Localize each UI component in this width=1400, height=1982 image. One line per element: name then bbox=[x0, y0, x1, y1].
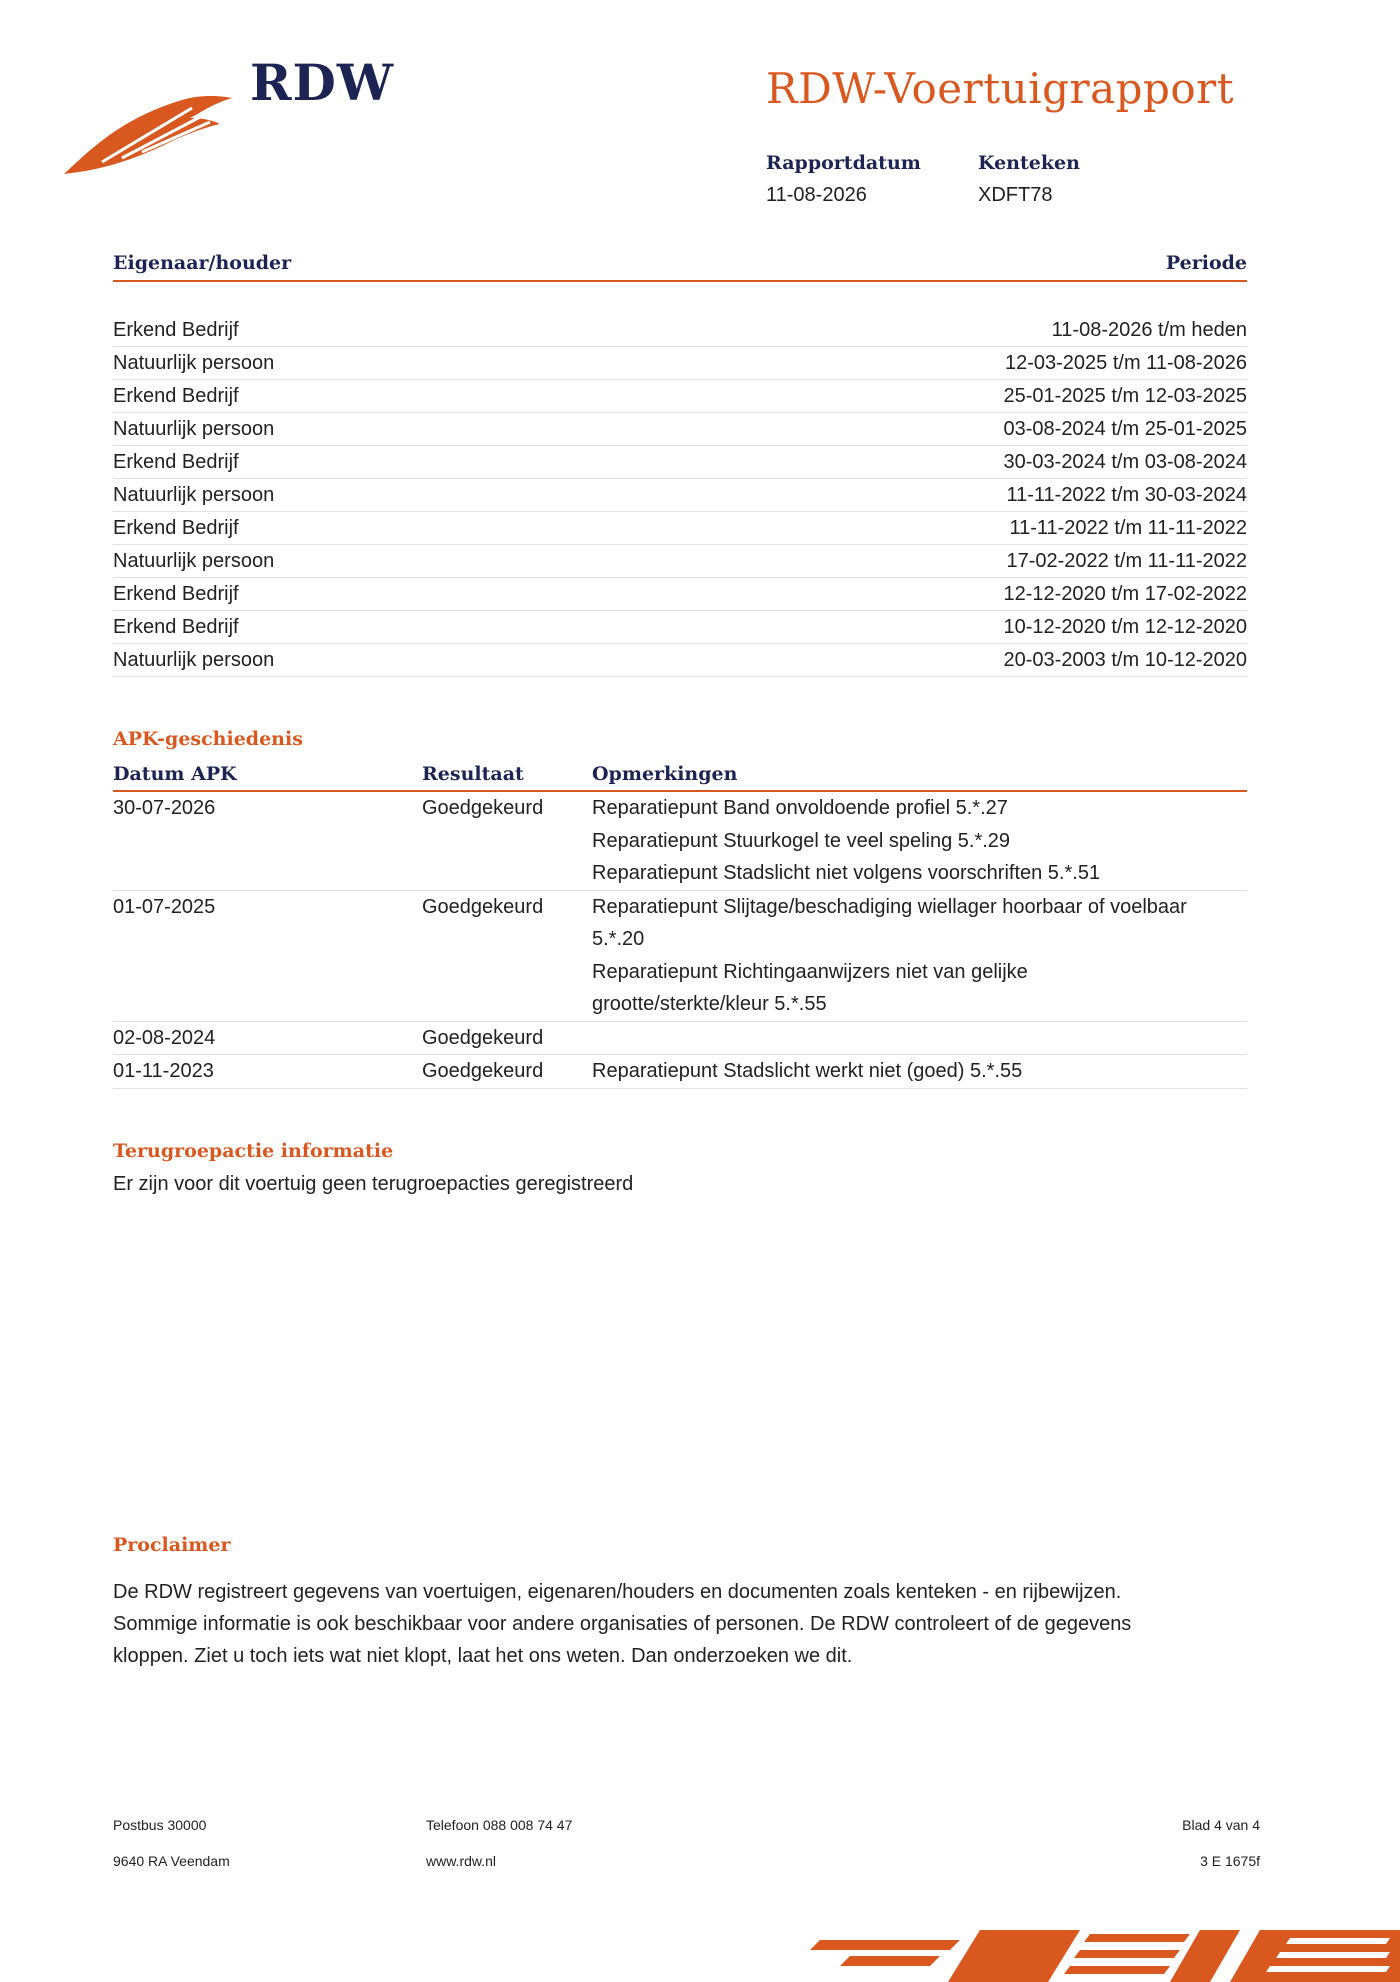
owner-table-row bbox=[113, 644, 1247, 677]
owner-table-row bbox=[113, 578, 1247, 611]
footer-website[interactable]: www.rdw.nl bbox=[426, 1853, 497, 1869]
report-title: RDW-Voertuigrapport bbox=[766, 64, 1235, 113]
owner-table-header bbox=[113, 246, 1247, 282]
proclaimer-line: kloppen. Ziet u toch iets wat niet klopt, laat het ons weten. Dan onderzoeken we dit. bbox=[113, 1645, 853, 1667]
report-date-label: Rapportdatum bbox=[766, 152, 921, 174]
apk-remarks-column-header: Opmerkingen bbox=[592, 763, 738, 785]
apk-date: 01-11-2023 bbox=[113, 1060, 214, 1082]
apk-date: 01-07-2025 bbox=[113, 895, 216, 918]
apk-remark-line: Reparatiepunt Richtingaanwijzers niet van gelijke bbox=[592, 960, 1028, 983]
owner-table-row bbox=[113, 446, 1247, 479]
rdw-stripes-decoration-icon bbox=[790, 1924, 1400, 1982]
owner-table-row bbox=[113, 611, 1247, 644]
owner-type: Natuurlijk persoon bbox=[113, 648, 275, 671]
apk-remark-line: Reparatiepunt Stadslicht werkt niet (goed) 5.*.55 bbox=[592, 1060, 1023, 1082]
proclaimer-title: Proclaimer bbox=[113, 1534, 231, 1556]
owner-type: Erkend Bedrijf bbox=[113, 516, 239, 539]
owner-table-row bbox=[113, 380, 1247, 413]
owner-period: 30-03-2024 t/m 03-08-2024 bbox=[1003, 450, 1247, 473]
owner-period: 17-02-2022 t/m 11-11-2022 bbox=[1006, 549, 1247, 572]
owner-period: 25-01-2025 t/m 12-03-2025 bbox=[1003, 384, 1247, 407]
owner-table-row bbox=[113, 314, 1247, 347]
rdw-leaf-logo-icon bbox=[62, 88, 232, 178]
owner-table-row bbox=[113, 479, 1247, 512]
footer-city: 9640 RA Veendam bbox=[113, 1853, 230, 1869]
apk-table-header bbox=[113, 760, 1247, 792]
apk-remark-line: Reparatiepunt Band onvoldoende profiel 5.*.27 bbox=[592, 797, 1008, 819]
apk-date: 30-07-2026 bbox=[113, 797, 216, 819]
owner-type: Erkend Bedrijf bbox=[113, 318, 239, 341]
owner-type: Erkend Bedrijf bbox=[113, 615, 239, 638]
owner-type: Erkend Bedrijf bbox=[113, 582, 239, 605]
apk-remark-line: Reparatiepunt Stadslicht niet volgens voorschriften 5.*.51 bbox=[592, 862, 1101, 884]
owner-table bbox=[113, 246, 1247, 677]
footer-phone: Telefoon 088 008 74 47 bbox=[426, 1817, 573, 1833]
owner-table-row bbox=[113, 545, 1247, 578]
footer-doc-code: 3 E 1675f bbox=[1200, 1853, 1260, 1869]
owner-period: 12-03-2025 t/m 11-08-2026 bbox=[1004, 351, 1247, 374]
apk-remark-line: Reparatiepunt Slijtage/beschadiging wiellager hoorbaar of voelbaar bbox=[592, 895, 1187, 918]
apk-table-row bbox=[113, 891, 1247, 1022]
recall-text: Er zijn voor dit voertuig geen terugroepacties geregistreerd bbox=[113, 1173, 634, 1195]
logo-text: RDW bbox=[250, 53, 395, 112]
apk-table bbox=[113, 760, 1247, 1089]
owner-period: 20-03-2003 t/m 10-12-2020 bbox=[1003, 648, 1247, 671]
apk-rows bbox=[113, 792, 1247, 1089]
apk-table-row bbox=[113, 792, 1247, 891]
apk-result: Goedgekeurd bbox=[422, 797, 544, 819]
apk-result: Goedgekeurd bbox=[422, 895, 544, 918]
apk-remark-line: 5.*.20 bbox=[592, 928, 645, 950]
owner-type: Natuurlijk persoon bbox=[113, 549, 275, 572]
proclaimer-line: Sommige informatie is ook beschikbaar voor andere organisaties of personen. De RDW controleert of de gegevens bbox=[113, 1613, 1132, 1635]
owner-period: 10-12-2020 t/m 12-12-2020 bbox=[1003, 615, 1247, 638]
owner-table-row bbox=[113, 347, 1247, 380]
owner-period: 03-08-2024 t/m 25-01-2025 bbox=[1003, 417, 1247, 440]
apk-remarks bbox=[592, 792, 1247, 890]
apk-remark-line: Reparatiepunt Stuurkogel te veel speling 5.*.29 bbox=[592, 829, 1011, 852]
apk-remarks bbox=[592, 891, 1247, 1021]
owner-type: Natuurlijk persoon bbox=[113, 417, 275, 440]
owner-type: Natuurlijk persoon bbox=[113, 483, 275, 506]
proclaimer-line: De RDW registreert gegevens van voertuigen, eigenaren/houders en documenten zoals kenteken - en rijbewijzen. bbox=[113, 1581, 1122, 1603]
owner-column-header: Eigenaar/houder bbox=[113, 252, 292, 274]
owner-period: 12-12-2020 t/m 17-02-2022 bbox=[1003, 582, 1247, 605]
period-column-header: Periode bbox=[1165, 252, 1247, 274]
footer-po-box: Postbus 30000 bbox=[113, 1817, 207, 1833]
apk-date: 02-08-2024 bbox=[113, 1026, 216, 1049]
apk-result: Goedgekeurd bbox=[422, 1026, 544, 1049]
apk-table-row bbox=[113, 1022, 1247, 1056]
owner-type: Erkend Bedrijf bbox=[113, 384, 239, 407]
report-date-value: 11-08-2026 bbox=[766, 184, 867, 206]
footer-page-number: Blad 4 van 4 bbox=[1182, 1817, 1260, 1833]
owner-period: 11-08-2026 t/m heden bbox=[1051, 318, 1247, 341]
owner-rows bbox=[113, 314, 1247, 677]
owner-table-row bbox=[113, 413, 1247, 446]
owner-type: Erkend Bedrijf bbox=[113, 450, 239, 473]
owner-type: Natuurlijk persoon bbox=[113, 351, 275, 374]
apk-date-column-header: Datum APK bbox=[113, 763, 237, 785]
apk-remarks bbox=[592, 1055, 1247, 1088]
apk-result-column-header: Resultaat bbox=[422, 763, 524, 785]
plate-value: XDFT78 bbox=[978, 184, 1053, 206]
recall-section-title: Terugroepactie informatie bbox=[113, 1140, 394, 1162]
owner-table-spacer bbox=[113, 282, 1247, 314]
apk-section-title: APK-geschiedenis bbox=[113, 728, 303, 750]
owner-period: 11-11-2022 t/m 11-11-2022 bbox=[1009, 516, 1247, 539]
proclaimer-text bbox=[113, 1576, 1131, 1672]
owner-table-row bbox=[113, 512, 1247, 545]
owner-period: 11-11-2022 t/m 30-03-2024 bbox=[1006, 483, 1247, 506]
apk-result: Goedgekeurd bbox=[422, 1060, 544, 1082]
apk-remarks bbox=[592, 1022, 1247, 1055]
apk-table-row bbox=[113, 1055, 1247, 1089]
apk-remark-line: grootte/sterkte/kleur 5.*.55 bbox=[592, 993, 827, 1015]
plate-label: Kenteken bbox=[978, 152, 1080, 174]
